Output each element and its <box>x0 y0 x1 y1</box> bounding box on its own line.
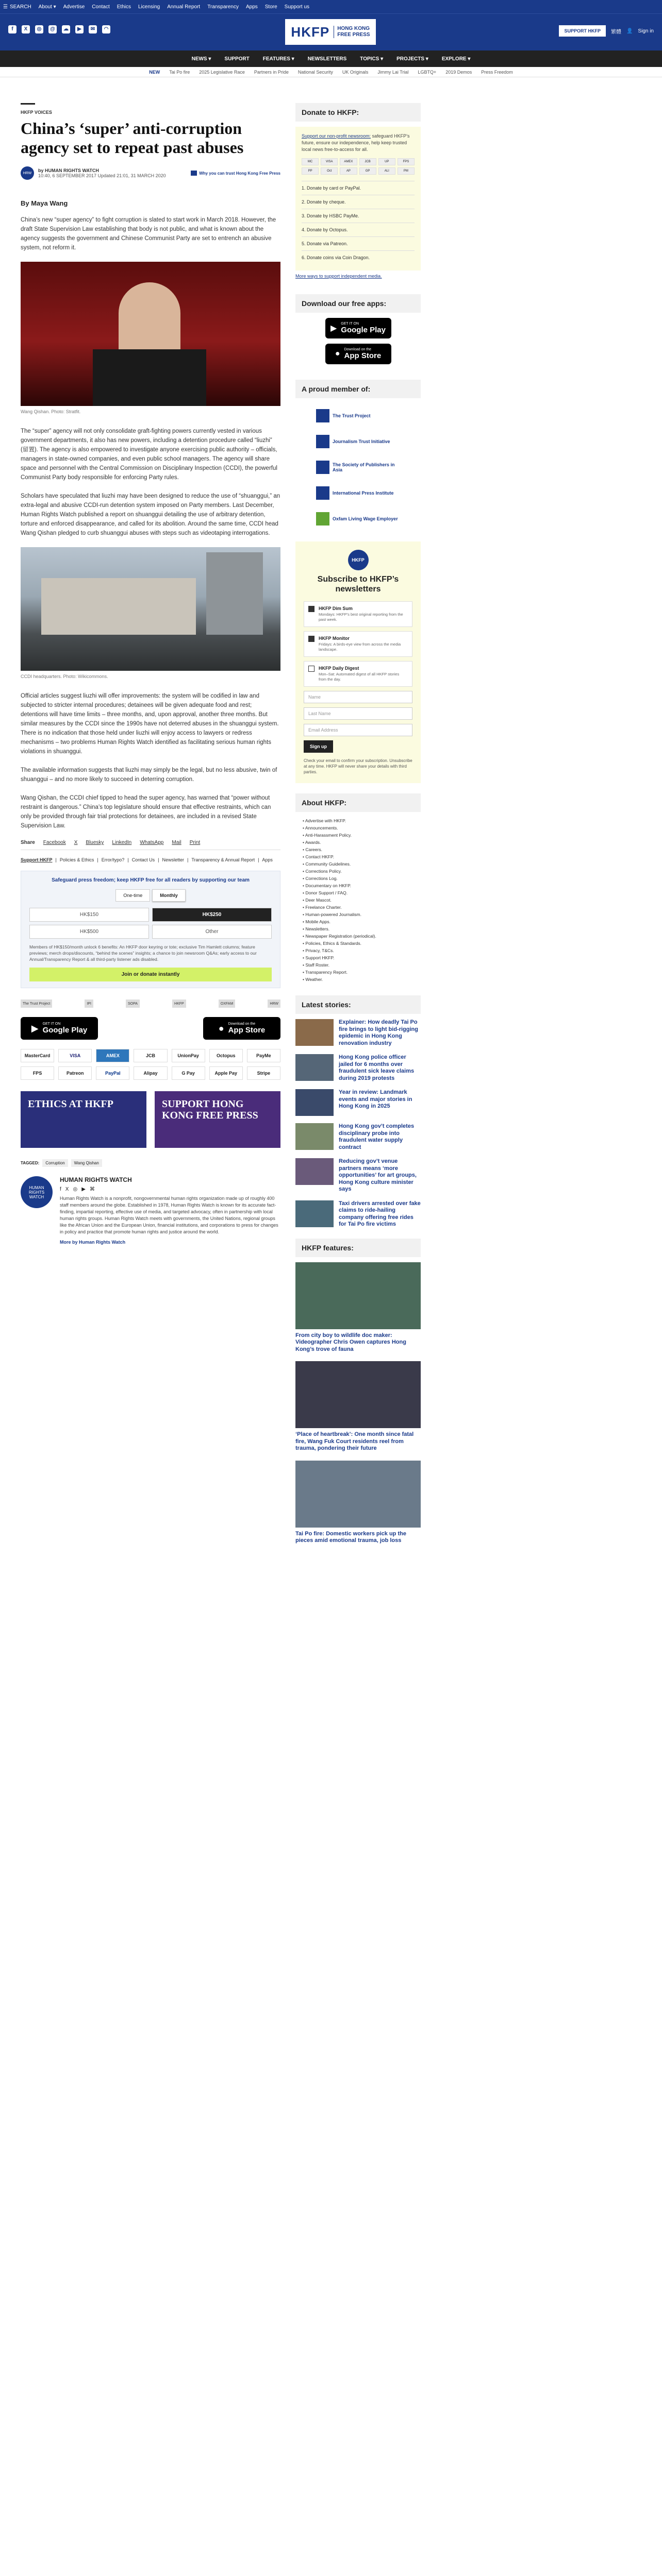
footer-link[interactable]: Apps <box>262 857 273 862</box>
payment-icon: AP <box>340 167 357 175</box>
user-icon: 👤 <box>626 28 633 34</box>
ethics-banner[interactable]: ETHICS AT HKFP <box>21 1091 146 1148</box>
app-store-button[interactable]: ● Download on the App Store <box>203 1017 280 1040</box>
more-by-author-link[interactable]: More by Human Rights Watch <box>60 1240 126 1245</box>
story-thumbnail[interactable] <box>295 1200 334 1227</box>
member-logo[interactable]: Oxfam Living Wage Employer <box>316 512 400 526</box>
join-donate-button[interactable]: Join or donate instantly <box>29 968 272 981</box>
story-headline[interactable]: Year in review: Landmark events and major stories in Hong Kong in 2025 <box>339 1089 412 1109</box>
topbar-link[interactable]: Ethics <box>117 4 131 10</box>
payment-methods <box>21 1049 280 1062</box>
instagram-icon[interactable]: ◎ <box>73 1187 78 1192</box>
latest-story[interactable] <box>295 1123 421 1151</box>
trending-link[interactable]: Partners in Pride <box>254 69 289 75</box>
story-headline[interactable]: Hong Kong gov’t completes disciplinary probe into fraudulent water supply contract <box>339 1123 415 1150</box>
photo-figure <box>119 282 180 360</box>
utility-bar <box>0 0 662 13</box>
patreon-icon: Patreon <box>58 1066 92 1080</box>
latest-stories <box>295 1019 421 1228</box>
about-link[interactable]: • Human-powered Journalism. <box>303 912 361 917</box>
ipi-logo[interactable]: IPI <box>85 999 93 1008</box>
share-linkedin[interactable]: LinkedIn <box>112 840 132 845</box>
apple-icon: ● <box>218 1023 224 1033</box>
photo-caption: CCDI headquarters. Photo: Wikicommons. <box>21 674 108 679</box>
paypal-icon: PayPal <box>96 1066 129 1080</box>
byline <box>21 166 280 180</box>
nav-support[interactable]: SUPPORT <box>224 56 250 62</box>
feature-stories <box>295 1262 421 1545</box>
about-link[interactable]: • Newsletters. <box>303 926 330 931</box>
donate-tabs <box>29 889 272 902</box>
photo-caption: Wang Qishan. Photo: Stratfit. <box>21 409 81 414</box>
share-whatsapp[interactable]: WhatsApp <box>140 840 164 845</box>
share-bluesky[interactable]: Bluesky <box>86 840 104 845</box>
byline-date: 10:40, 6 SEPTEMBER 2017 Updated 21:01, 31 MARCH 2020 <box>38 173 166 178</box>
paragraph: Scholars have speculated that liuzhi may have been designed to reduce the use of “shuanggui,” an extra-legal and abusive CCDI-run detention system imposed on Party members. Last December, Human Rights Watch published a report on shuanggui detailing the use of arbitrary detention, torture and enforced disappearance, and called for its abolition. Around the same time, CCDI head Wang Qishan pledged to curb shuanggui abuses with steps such as videotaping interrogations. <box>21 493 280 536</box>
newsletter-option[interactable]: HKFP Monitor Fridays: A birds-eye view from across the media landscape. <box>304 631 412 657</box>
amount-option[interactable]: HK$500 <box>29 925 149 939</box>
trending-bar <box>0 67 662 77</box>
topbar-link[interactable]: Contact <box>92 4 110 10</box>
donate-sidebar: Support our non-profit newsroom: safeguard HKFP’s future, ensure our independence, help keep trusted local news free-to-access for all. MC VISA AMEX JCB UP FPS PP Oct AP GP ALI PM 1. Donate by card or PayPal. 2. Donate by cheque. 3. Donate by HSBC PayMe. 4. Donate by Octopus. 5. Donate via Patreon. 6. Donate coins via Coin Dragon. <box>295 127 421 270</box>
app-download-buttons <box>21 1017 280 1040</box>
donate-option[interactable]: 3. Donate by HSBC PayMe. <box>302 209 415 223</box>
share-mail[interactable]: Mail <box>172 840 181 845</box>
link-icon[interactable]: ⌘ <box>89 1187 95 1192</box>
masthead <box>0 13 662 50</box>
payment-icon: PP <box>302 167 319 175</box>
about-link[interactable]: • Contact HKFP. <box>303 854 334 859</box>
photo-building <box>41 578 196 635</box>
share-label: Share <box>21 840 35 845</box>
topbar-link[interactable]: Apps <box>245 4 258 10</box>
author-logo[interactable]: HUMAN RIGHTS WATCH <box>21 1176 53 1208</box>
donate-option[interactable]: 5. Donate via Patreon. <box>302 236 415 250</box>
mastercard-icon: MasterCard <box>21 1049 54 1062</box>
trust-project-logo[interactable]: The Trust Project <box>21 999 52 1008</box>
name-field[interactable]: Name <box>304 691 412 703</box>
newsletter-option[interactable]: HKFP Daily Digest Mon–Sat: Automated digest of all HKFP stories from the day. <box>304 661 412 687</box>
feature-headline[interactable]: Tai Po fire: Domestic workers pick up the pieces amid emotional trauma, job loss <box>295 1530 406 1544</box>
about-link[interactable]: • Privacy, T&Cs. <box>303 948 334 953</box>
trending-link[interactable]: Tai Po fire <box>169 69 190 75</box>
story-headline[interactable]: Taxi drivers arrested over fake claims to ride-hailing company offering free rides for Tai Po fire victims <box>339 1200 421 1227</box>
trending-link[interactable]: 2019 Demos <box>445 69 472 75</box>
amex-icon: AMEX <box>96 1049 129 1062</box>
payment-icon: PM <box>398 167 415 175</box>
rss-icon[interactable]: ◠ <box>102 25 110 33</box>
youtube-icon[interactable]: ▶ <box>75 25 84 33</box>
hkfp-newsletter-logo: HKFP <box>348 550 369 570</box>
newsletter-option[interactable]: HKFP Dim Sum Mondays: HKFP’s best original reporting from the past week. <box>304 601 412 627</box>
byline-author[interactable]: by HUMAN RIGHTS WATCH <box>38 168 99 173</box>
payment-methods <box>21 1066 280 1080</box>
story-thumbnail[interactable] <box>295 1089 334 1116</box>
tab-monthly[interactable]: Monthly <box>152 889 186 902</box>
member-logo[interactable]: International Press Institute <box>316 486 400 500</box>
donate-box <box>21 871 280 988</box>
donate-option[interactable]: 1. Donate by card or PayPal. <box>302 181 415 195</box>
story-headline[interactable]: Hong Kong police officer jailed for 6 months over fraudulent sick leave claims during 2019 protests <box>339 1054 415 1081</box>
feature-story[interactable] <box>295 1461 421 1545</box>
trending-link[interactable]: Press Freedom <box>481 69 513 75</box>
email-icon[interactable]: ✉ <box>89 25 97 33</box>
about-link[interactable]: • Donor Support / FAQ. <box>303 890 348 895</box>
nav-explore[interactable]: EXPLORE ▾ <box>441 56 471 62</box>
trust-project-icon <box>316 409 329 422</box>
google-play-button[interactable]: ▶ GET IT ON Google Play <box>325 318 391 338</box>
tag-link[interactable]: Wang Qishan <box>71 1159 102 1167</box>
trust-link[interactable]: Why you can trust Hong Kong Free Press <box>191 171 280 176</box>
about-link[interactable]: • Support HKFP. <box>303 955 335 960</box>
article-title: China’s ‘super’ anti-corruption agency set to repeat past abuses <box>21 119 244 157</box>
ipi-icon <box>316 486 329 500</box>
member-benefits: Members of HK$150/month unlock 6 benefits: An HKFP door keyring or tote; exclusive Tim Hamlett columns; feature previews; merch drops/discounts, “behind the scenes” insights; a chance to join newsroom Q&As; early access to our Annual/Transparency Report & all third-party listener ads disabled. <box>29 944 257 962</box>
google-pay-icon: G Pay <box>172 1066 205 1080</box>
member-heading: A proud member of: <box>295 380 421 398</box>
footer-link[interactable]: Error/typo? <box>101 857 125 862</box>
member-logo[interactable]: The Society of Publishers in Asia <box>316 460 400 474</box>
nav-projects[interactable]: PROJECTS ▾ <box>396 56 428 62</box>
payme-icon: PayMe <box>247 1049 280 1062</box>
story-headline[interactable]: Explainer: How deadly Tai Po fire brings to light bid-rigging epidemic in Hong Kong renovation industry <box>339 1019 418 1046</box>
threads-icon[interactable]: @ <box>48 25 57 33</box>
divider <box>21 103 35 105</box>
payment-icon: Oct <box>321 167 338 175</box>
author-box <box>21 1176 280 1245</box>
new-badge: NEW <box>149 69 160 75</box>
about-link[interactable]: • Advertise with HKFP. <box>303 818 346 823</box>
bluesky-icon[interactable]: ☁ <box>62 25 70 33</box>
support-banner[interactable]: SUPPORT HONG KONG FREE PRESS <box>155 1091 280 1148</box>
about-link[interactable]: • Anti-Harassment Policy. <box>303 833 352 838</box>
more-ways-link[interactable]: More ways to support independent media. <box>295 274 382 279</box>
unionpay-icon: UnionPay <box>172 1049 205 1062</box>
latest-story[interactable] <box>295 1019 421 1047</box>
about-links <box>295 817 421 983</box>
feature-story[interactable] <box>295 1361 421 1452</box>
about-link[interactable]: • Announcements. <box>303 825 338 831</box>
sopa-icon <box>316 461 329 474</box>
language-link[interactable]: 繁體 <box>610 29 621 35</box>
about-link[interactable]: • Policies, Ethics & Standards. <box>303 941 361 946</box>
search-button[interactable]: ☰ SEARCH <box>3 4 31 10</box>
checkbox-checked[interactable] <box>308 636 315 642</box>
features-heading: HKFP features: <box>295 1239 421 1257</box>
octopus-icon: Octopus <box>209 1049 243 1062</box>
member-logos <box>295 403 421 541</box>
payment-icon: GP <box>359 167 376 175</box>
feature-image[interactable] <box>295 1461 421 1528</box>
google-play-icon: ▶ <box>330 324 337 333</box>
hkfp-logo[interactable]: HKFP <box>172 999 186 1008</box>
about-link[interactable]: • Awards. <box>303 840 321 845</box>
donate-option[interactable]: 6. Donate coins via Coin Dragon. <box>302 250 415 264</box>
topbar-link[interactable]: About ▾ <box>38 4 56 10</box>
email-field[interactable]: Email Address <box>304 724 412 736</box>
author-avatar[interactable]: HRW <box>21 166 34 180</box>
member-logo[interactable]: Journalism Trust Initiative <box>316 434 400 449</box>
oxfam-logo[interactable]: OXFAM <box>219 999 236 1008</box>
story-thumbnail[interactable] <box>295 1019 334 1046</box>
payment-icon: FPS <box>398 158 415 165</box>
feature-image[interactable] <box>295 1262 421 1329</box>
about-link[interactable]: • Documentary on HKFP. <box>303 883 351 888</box>
article-photo-wang-qishan <box>21 262 280 406</box>
about-link[interactable]: • Corrections Log. <box>303 876 338 881</box>
promo-banners <box>21 1091 280 1148</box>
checkbox[interactable] <box>308 666 315 672</box>
latest-story[interactable] <box>295 1089 421 1116</box>
latest-story[interactable] <box>295 1158 421 1193</box>
story-thumbnail[interactable] <box>295 1123 334 1150</box>
tags: TAGGED: Corruption Wang Qishan <box>21 1159 280 1167</box>
donate-option[interactable]: 4. Donate by Octopus. <box>302 223 415 236</box>
trending-link[interactable]: 2025 Legislative Race <box>199 69 245 75</box>
latest-story[interactable] <box>295 1054 421 1082</box>
about-link[interactable]: • Newspaper Registration (periodical). <box>303 934 376 939</box>
latest-story[interactable] <box>295 1200 421 1228</box>
trust-icon <box>191 171 197 176</box>
amount-option-selected[interactable]: HK$250 <box>152 908 272 922</box>
donate-heading: Safeguard press freedom; keep HKFP free for all readers by supporting our team <box>52 877 250 883</box>
apple-icon: ● <box>335 349 340 358</box>
share-print[interactable]: Print <box>189 840 201 845</box>
google-play-icon: ▶ <box>31 1023 39 1033</box>
trending-link[interactable]: LGBTQ+ <box>418 69 437 75</box>
main-nav <box>0 50 662 67</box>
nav-features[interactable]: FEATURES ▾ <box>262 56 294 62</box>
topbar-link[interactable]: Licensing <box>138 4 160 10</box>
sign-up-button[interactable]: Sign up <box>304 740 333 753</box>
newsletter-heading: Subscribe to HKFP’s newsletters <box>317 575 399 594</box>
footer-link[interactable]: Transparency & Annual Report <box>191 857 255 862</box>
footer-link[interactable]: Policies & Ethics <box>59 857 94 862</box>
payment-icon: JCB <box>359 158 376 165</box>
trending-link[interactable]: National Security <box>297 69 333 75</box>
article-kicker[interactable]: HKFP VOICES <box>21 110 52 115</box>
amount-option-other[interactable]: Other <box>152 925 272 939</box>
latest-heading: Latest stories: <box>295 995 421 1014</box>
visa-icon: VISA <box>58 1049 92 1062</box>
apps-heading: Download our free apps: <box>295 294 421 313</box>
google-play-button[interactable]: ▶ GET IT ON Google Play <box>21 1017 98 1040</box>
author-name[interactable]: HUMAN RIGHTS WATCH <box>60 1176 132 1183</box>
donate-sidebar-heading: Donate to HKFP: <box>295 103 421 122</box>
article <box>21 103 280 1265</box>
share-facebook[interactable]: Facebook <box>43 840 66 845</box>
stripe-icon: Stripe <box>247 1066 280 1080</box>
feature-image[interactable] <box>295 1361 421 1428</box>
about-link[interactable]: • Corrections Policy. <box>303 869 342 874</box>
support-hkfp-button[interactable]: SUPPORT HKFP <box>559 25 606 37</box>
feature-headline[interactable]: From city boy to wildlife doc maker: Videographer Chris Owen captures Hong Kong’s trove of fauna <box>295 1332 406 1352</box>
instagram-icon[interactable]: ◎ <box>35 25 43 33</box>
topbar-link[interactable]: Store <box>264 4 277 10</box>
topbar-link[interactable]: Support us <box>284 4 310 10</box>
sign-in-link[interactable]: Sign in <box>638 28 654 34</box>
payment-icon: AMEX <box>340 158 357 165</box>
about-link[interactable]: • Careers. <box>303 847 322 852</box>
facebook-icon[interactable]: f <box>60 1187 61 1192</box>
author-bio: Human Rights Watch is a nonprofit, nongovernmental human rights organization made up of roughly 400 staff members around the globe. Established in 1978, Human Rights Watch is known for its accurate fact-finding, impartial reporting, effective use of media, and targeted advocacy, often in partnership with local human rights groups. Human Rights Watch meets with governments, the United Nations, regional groups like the African Union and the European Union, financial institutions, and corporations to press for changes in policy and practice that promote human rights and justice around the world. <box>60 1196 278 1234</box>
about-link[interactable]: • Mobile Apps. <box>303 919 331 924</box>
sidebar-payment-icons <box>302 158 415 175</box>
amount-option[interactable]: HK$150 <box>29 908 149 922</box>
payment-icon: VISA <box>321 158 338 165</box>
paragraph: China’s new “super agency” to fight corruption is slated to start work in March 2018. However, the draft State Supervision Law establishing that body is not public, and what is known about the agency suggests the government and Chinese Communist Party are set to entrench an abusive system, not reform it. <box>21 217 276 251</box>
x-icon[interactable]: X <box>65 1187 69 1192</box>
sidebar <box>295 103 421 1553</box>
about-link[interactable]: • Staff Roster. <box>303 962 329 968</box>
member-logo[interactable]: The Trust Project <box>316 409 400 423</box>
paragraph: The available information suggests that liuzhi may simply be the legal, but no less abusive, twin of shuanggui – and no more likely to succeed in deterring corruption. <box>21 767 277 783</box>
social-links <box>8 25 110 33</box>
last-name-field[interactable]: Last Name <box>304 707 412 720</box>
nav-news[interactable]: NEWS ▾ <box>191 56 211 62</box>
alipay-icon: Alipay <box>134 1066 167 1080</box>
payment-icon: ALI <box>378 167 395 175</box>
x-icon[interactable]: X <box>22 25 30 33</box>
story-thumbnail[interactable] <box>295 1158 334 1185</box>
sopa-logo[interactable]: SOPA <box>126 999 140 1008</box>
newsletter-fine-print: Check your email to confirm your subscription. Unsubscribe at any time. HKFP will never share your details with third parties. <box>304 758 412 774</box>
topbar-link[interactable]: Annual Report <box>167 4 201 10</box>
checkbox-checked[interactable] <box>308 606 315 612</box>
payment-icon: UP <box>378 158 395 165</box>
about-link[interactable]: • Freelance Charter. <box>303 905 342 910</box>
newsletter-signup <box>295 541 421 783</box>
support-newsroom-link[interactable]: Support our non-profit newsroom: <box>302 133 371 139</box>
menu-icon: ☰ <box>3 4 8 10</box>
feature-headline[interactable]: ‘Place of heartbreak’: One month since fatal fire, Wang Fuk Court residents reel from trauma, pondering their future <box>295 1431 414 1451</box>
jti-icon <box>316 435 329 448</box>
tag-link[interactable]: Corruption <box>42 1159 68 1167</box>
fps-icon: FPS <box>21 1066 54 1080</box>
paragraph: Wang Qishan, the CCDI chief tipped to head the super agency, has warned that “power without restraint is dangerous.” China’s top legislature should ensure that effective restraints, which can only be provided through fair trial protections for detainees, are included in a revised State Supervision Law. <box>21 795 271 829</box>
share-bar <box>21 840 280 850</box>
feature-story[interactable] <box>295 1262 421 1353</box>
apple-pay-icon: Apple Pay <box>209 1066 243 1080</box>
jcb-icon: JCB <box>134 1049 167 1062</box>
paragraph: Official articles suggest liuzhi will offer improvements: the system will be codified in law and subjected to stricter internal procedures; detainees will be given adequate food and rest; detentions will have time limits – three months, and, upon approval, another three months. But similar measures by the CCDI since the 1990s have not deterred abuses in the shuanggui system. There is no indication that those held under liuzhi will enjoy access to lawyers or redress mechanisms – two problems Human Rights Watch identified as facilitating serious human rights violations in shuanggui. <box>21 693 279 755</box>
facebook-icon[interactable]: f <box>8 25 16 33</box>
footer-link[interactable]: Newsletter <box>162 857 184 862</box>
topbar-link[interactable]: Transparency <box>207 4 239 10</box>
oxfam-icon <box>316 512 329 526</box>
tab-one-time[interactable]: One-time <box>115 889 150 902</box>
footer-links: Support HKFP | Policies & Ethics | Error/typo? | Contact Us | Newsletter | Transparency & Annual Report | Apps <box>21 857 273 862</box>
partner-logos <box>21 999 280 1008</box>
payment-icon: MC <box>302 158 319 165</box>
footer-link[interactable]: Support HKFP <box>21 857 53 862</box>
about-link[interactable]: • Weather. <box>303 977 323 982</box>
about-heading: About HKFP: <box>295 793 421 812</box>
paragraph: The “super” agency will not only consolidate graft-fighting powers currently vested in various government departments, it also has new powers, including a detention procedure called “liuzhi” (留置). The agency is also empowered to investigate anyone exercising public authority – officials, managers in state-owned companies, and even public school managers. The agency will share space and personnel with the Central Commission on Disciplinary Inspection (CCDI), the powerful Communist Party body responsible for enforcing Party rules. <box>21 428 277 481</box>
nav-newsletters[interactable]: NEWSLETTERS <box>307 56 347 62</box>
share-x[interactable]: X <box>74 840 78 845</box>
photo-suit <box>93 349 206 406</box>
donate-amounts <box>29 908 272 939</box>
donate-option[interactable]: 2. Donate by cheque. <box>302 195 415 209</box>
story-thumbnail[interactable] <box>295 1054 334 1081</box>
trending-link[interactable]: UK Originals <box>342 69 369 75</box>
footer-link[interactable]: Contact Us <box>131 857 155 862</box>
hrw-logo[interactable]: HRW <box>268 999 280 1008</box>
site-logo[interactable]: HKFP HONG KONG FREE PRESS <box>285 19 376 45</box>
about-link[interactable]: • Transparency Report. <box>303 970 348 975</box>
nav-topics[interactable]: TOPICS ▾ <box>360 56 384 62</box>
article-photo-ccdi-headquarters <box>21 547 280 671</box>
trending-link[interactable]: Jimmy Lai Trial <box>377 69 409 75</box>
topbar-link[interactable]: Advertise <box>63 4 85 10</box>
app-store-button[interactable]: ● Download on the App Store <box>325 344 391 364</box>
youtube-icon[interactable]: ▶ <box>81 1187 86 1192</box>
about-link[interactable]: • Deer Mascot. <box>303 897 332 903</box>
about-link[interactable]: • Community Guidelines. <box>303 861 351 867</box>
story-headline[interactable]: Reducing gov’t venue partners means ‘more opportunities’ for art groups, Hong Kong culture minister says <box>339 1158 417 1192</box>
author-line: By Maya Wang <box>21 199 68 207</box>
sidebar-app-buttons <box>295 318 421 364</box>
photo-tower <box>206 552 263 635</box>
